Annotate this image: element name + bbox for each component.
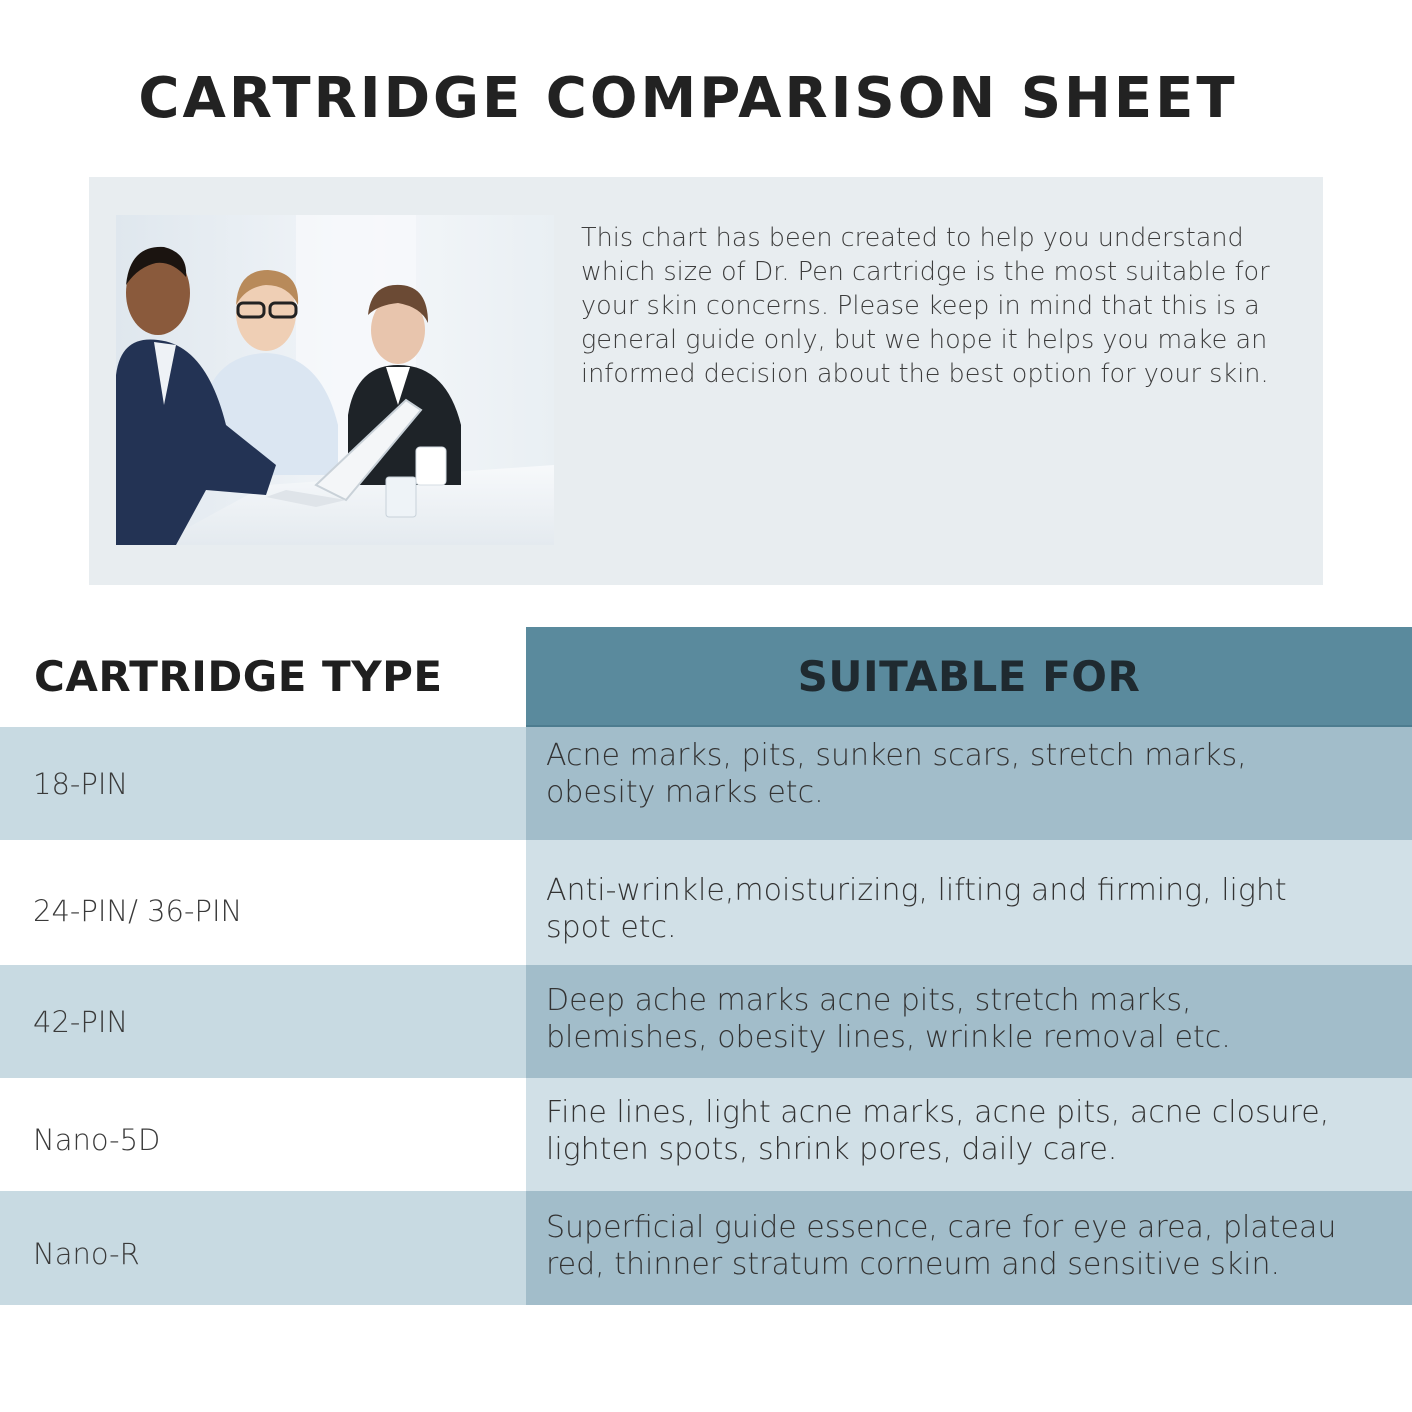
table-row [0,965,1412,1078]
intro-text: This chart has been created to help you understand which size of Dr. Pen cartridge is the most suitable for your skin concerns. Please keep in mind that this is a general guide only, but we hope it helps you make an informed decision about the best option for your skin. [581,223,1270,389]
page-title: CARTRIDGE COMPARISON SHEET [138,66,1238,131]
cartridge-type-cell: Nano-5D [0,1078,526,1191]
suitable-for-cell: Superficial guide essence, care for eye area, plateau red, thinner stratum corneum and sensitive skin. [526,1191,1412,1305]
table-row [0,1078,1412,1191]
table-row [0,840,1412,965]
suitable-for-cell: Deep ache marks acne pits, stretch marks, blemishes, obesity lines, wrinkle removal etc. [526,965,1412,1078]
cartridge-type-cell: 42-PIN [0,965,526,1078]
table-row [0,727,1412,840]
suitable-for-cell: Fine lines, light acne marks, acne pits, acne closure, lighten spots, shrink pores, daily care. [526,1078,1412,1191]
intro-panel [89,177,1323,585]
table-row [0,1191,1412,1305]
cartridge-type-cell: 24-PIN/ 36-PIN [0,840,526,965]
business-meeting-photo [116,215,554,545]
cartridge-type-header: CARTRIDGE TYPE [34,652,443,701]
suitable-for-cell: Anti-wrinkle,moisturizing, lifting and firming, light spot etc. [526,840,1412,965]
suitable-for-header-label: SUITABLE FOR [797,651,1141,701]
cartridge-type-cell: 18-PIN [0,727,526,840]
cartridge-type-cell: Nano-R [0,1191,526,1305]
suitable-for-header [526,627,1412,727]
suitable-for-cell: Acne marks, pits, sunken scars, stretch marks, obesity marks etc. [526,727,1412,840]
